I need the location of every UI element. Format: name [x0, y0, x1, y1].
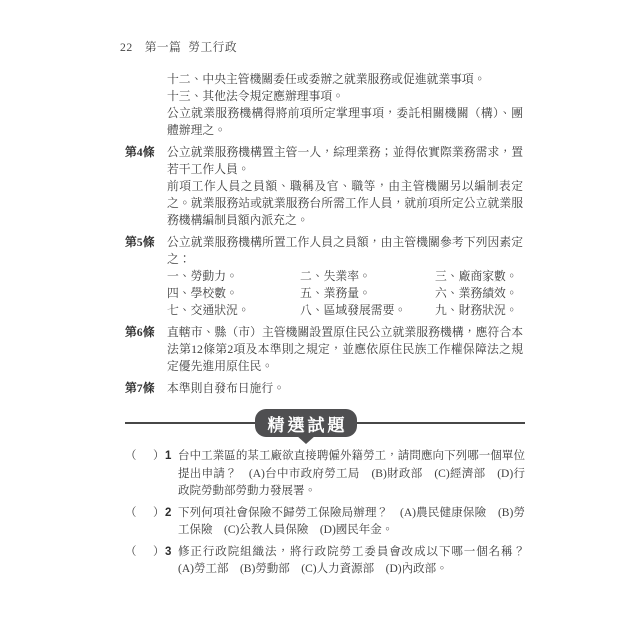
- question-text: 台中工業區的某工廠欲直接聘僱外籍勞工，請問應向下列哪一個單位提出申請？ (A)台中市政府勞工局 (B)財政部 (C)經濟部 (D)行政院勞動部勞動力發展署。: [178, 450, 525, 497]
- section-divider: [125, 409, 525, 451]
- article-7-label: 第7條: [125, 381, 155, 395]
- article-4: [125, 144, 525, 229]
- statute-text: [125, 71, 525, 402]
- selected-questions-label: 精選試題: [267, 415, 348, 435]
- article-7-paragraph-1: 本準則自發布日施行。: [167, 381, 285, 395]
- article-6-paragraph-1: 直轄市、縣（市）主管機關設置原住民公立就業服務機構，應符合本法第12條第2項及本準則之規定，並應依原住民族工作權保障法之規定優先進用原住民。: [167, 325, 523, 373]
- answer-blank-close: ）: [153, 506, 165, 519]
- article-5-paragraph-1: 公立就業服務機構所置工作人員之員額，由主管機關參考下列因素定之：: [167, 235, 523, 266]
- article-4-paragraph-2: 前項工作人員之員額、職稱及官、職等，由主管機關另以編制表定之。就業服務站或就業服務台所需工作人員，就前項所定公立就業服務機構編制員額內派充之。: [167, 179, 523, 227]
- article-4-body: [167, 144, 523, 229]
- page-header: [120, 39, 237, 55]
- factor-6: 六、業務績效。: [435, 286, 518, 300]
- factor-row: [167, 285, 523, 302]
- question-number: 1: [165, 450, 172, 462]
- article-7: [125, 380, 525, 397]
- factor-3: 三、廠商家數。: [435, 269, 518, 283]
- article-5-body: [167, 234, 523, 319]
- answer-blank-open: （: [125, 450, 137, 462]
- factor-row: [167, 268, 523, 285]
- article-5: [125, 234, 525, 319]
- factor-8: 八、區域發展需要。: [300, 303, 407, 317]
- question-1: [125, 448, 525, 501]
- factor-5: 五、業務量。: [300, 286, 371, 300]
- article-4-paragraph-1: 公立就業服務機構置主管一人，綜理業務；並得依實際業務需求，置若干工作人員。: [167, 145, 523, 176]
- statute-item-13: 十三、其他法令規定應辦理事項。: [167, 89, 344, 103]
- article-5-factor-list: [167, 268, 523, 319]
- chapter-title: 勞工行政: [188, 41, 238, 54]
- article-4-label: 第4條: [125, 145, 155, 159]
- statute-intro-paragraph: 公立就業服務機構得將前項所定掌理事項，委託相關機關（構）、團體辦理之。: [167, 106, 523, 137]
- question-text: 修正行政院組織法，將行政院勞工委員會改成以下哪一個名稱？ (A)勞工部 (B)勞動部 (C)人力資源部 (D)內政部。: [178, 545, 537, 575]
- answer-blank-close: ）: [153, 545, 165, 558]
- selected-questions-badge: [255, 409, 357, 437]
- statute-intro-block: [167, 71, 523, 139]
- article-6-label: 第6條: [125, 325, 155, 339]
- factor-7: 七、交通狀況。: [167, 303, 250, 317]
- factor-2: 二、失業率。: [300, 269, 371, 283]
- question-3: [125, 544, 537, 579]
- answer-blank-close: ）: [153, 450, 165, 462]
- factor-1: 一、勞動力。: [167, 269, 238, 283]
- part-label: 第一篇: [144, 41, 182, 54]
- question-text: 下列何項社會保險不歸勞工保險局辦理？ (A)農民健康保險 (B)勞工保險 (C)公教人員保險 (D)國民年金。: [178, 506, 525, 536]
- question-number: 3: [165, 545, 172, 558]
- statute-item-12: 十二、中央主管機關委任或委辦之就業服務或促進就業事項。: [167, 72, 486, 86]
- answer-blank-open: （: [125, 506, 137, 519]
- factor-4: 四、學校數。: [167, 286, 238, 300]
- article-6-body: [167, 324, 523, 375]
- question-2: [125, 505, 525, 540]
- article-6: [125, 324, 525, 375]
- article-7-body: [167, 380, 523, 397]
- exam-question-list: [125, 448, 537, 583]
- answer-blank-open: （: [125, 545, 137, 558]
- factor-9: 九、財務狀況。: [435, 303, 518, 317]
- badge-tail: [296, 435, 316, 444]
- question-number: 2: [165, 506, 172, 519]
- factor-row: [167, 302, 523, 319]
- article-5-label: 第5條: [125, 235, 155, 249]
- page-number: 22: [120, 41, 133, 54]
